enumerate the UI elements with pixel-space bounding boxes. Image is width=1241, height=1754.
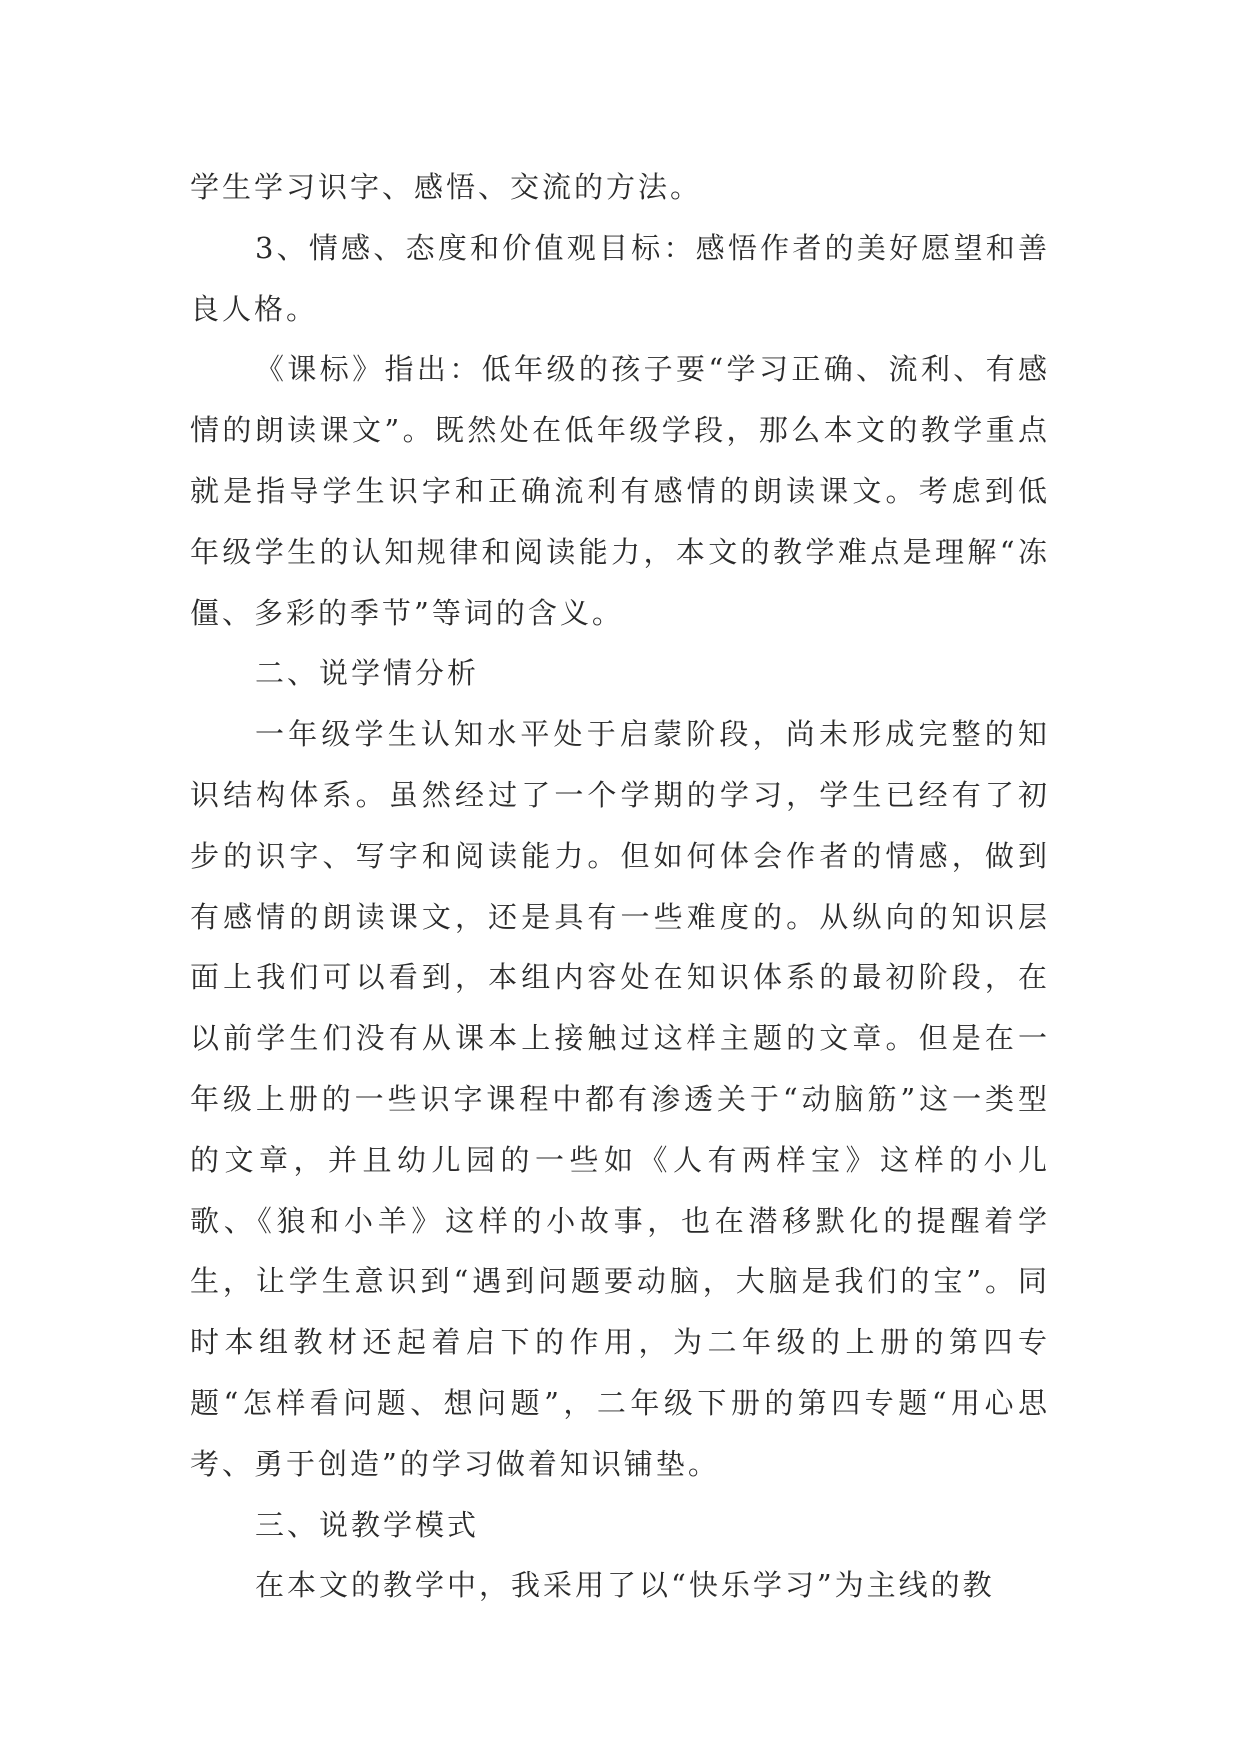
section-heading-teaching-mode: 三、说教学模式 [255, 1507, 480, 1542]
paragraph-emotion-goal: 3、情感、态度和价值观目标：感悟作者的美好愿望和善良人格。 [190, 230, 1050, 326]
paragraph-teaching-mode: 在本文的教学中，我采用了以“快乐学习”为主线的教 [255, 1568, 995, 1603]
document-body [190, 157, 1050, 1616]
paragraph-continued: 学生学习识字、感悟、交流的方法。 [190, 170, 703, 204]
paragraph-curriculum-standard: 《课标》指出：低年级的孩子要“学习正确、流利、有感情的朗读课文”。既然处在低年级学段，那么本文的教学重点就是指导学生识字和正确流利有感情的朗读课文。考虑到低年级学生的认知规律和阅读能力，本文的教学难点是理解“冻僵、多彩的季节”等词的含义。 [190, 352, 1050, 630]
paragraph-learner-analysis: 一年级学生认知水平处于启蒙阶段，尚未形成完整的知识结构体系。虽然经过了一个学期的学习，学生已经有了初步的识字、写字和阅读能力。但如何体会作者的情感，做到有感情的朗读课文，还是具有一些难度的。从纵向的知识层面上我们可以看到，本组内容处在知识体系的最初阶段，在以前学生们没有从课本上接触过这样主题的文章。但是在一年级上册的一些识字课程中都有渗透关于“动脑筋”这一类型的文章，并且幼儿园的一些如《人有两样宝》这样的小儿歌、《狼和小羊》这样的小故事，也在潜移默化的提醒着学生，让学生意识到“遇到问题要动脑，大脑是我们的宝”。同时本组教材还起着启下的作用，为二年级的上册的第四专题“怎样看问题、想问题”，二年级下册的第四专题“用心思考、勇于创造”的学习做着知识铺垫。 [190, 717, 1050, 1481]
section-heading-learner-analysis: 二、说学情分析 [255, 656, 480, 691]
